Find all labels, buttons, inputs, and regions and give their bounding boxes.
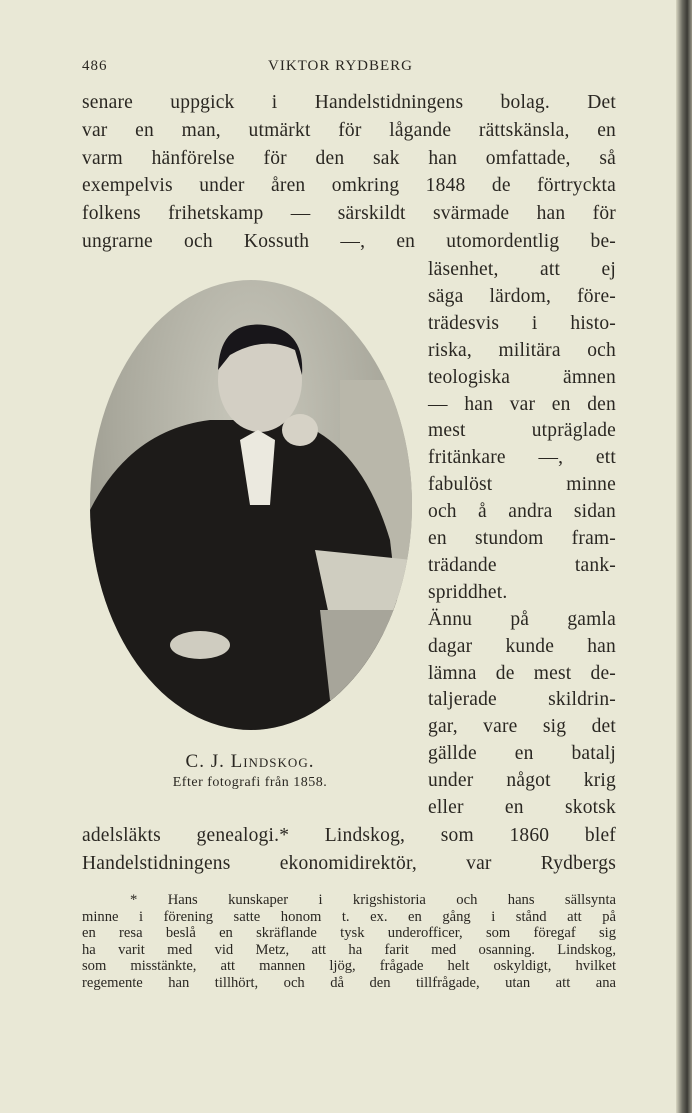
text-line: teologiska ämnen [428, 366, 616, 388]
text-line: lämna de mest de- [428, 662, 616, 684]
footnote-line: minne i förening satte honom t. ex. en gång i stånd att på [82, 908, 616, 925]
page-binding-edge [676, 0, 692, 1113]
text-line: exempelvis under åren omkring 1848 de förtryckta [82, 175, 616, 197]
text-line: fabulöst minne [428, 474, 616, 496]
footnote-line: regemente han tillhört, och då den tillfrågade, utan att ana [82, 975, 616, 991]
text-line: taljerade skildrin- [428, 689, 616, 711]
text-line: trädesvis i histo- [428, 312, 616, 334]
footnote-line: som misstänkte, att mannen ljög, frågade helt oskyldigt, hvilket [82, 958, 616, 975]
text-line: — han var en den [428, 393, 616, 415]
footnote-line: ha varit med vid Metz, att ha farit med osanning. Lindskog, [82, 941, 616, 958]
portrait-caption-name: C. J. Lindskog. [185, 751, 315, 772]
text-line: mest utpräglade [428, 420, 616, 442]
text-line: folkens frihetskamp — särskildt svärmade han för [82, 203, 616, 225]
text-line: läsenhet, att ej [428, 259, 616, 280]
text-line: Ännu på gamla [428, 608, 616, 630]
text-line: riska, militära och [428, 339, 616, 361]
text-line: adelsläkts genealogi.* Lindskog, som 1860 blef [82, 825, 616, 846]
text-line: ungrarne och Kossuth —, en utomordentlig be- [82, 231, 616, 252]
text-line: en stundom fram- [428, 528, 616, 549]
footnote-line: * Hans kunskaper i krigshistoria och hans sällsynta [130, 892, 616, 908]
page-number: 486 [82, 58, 108, 74]
text-line: och å andra sidan [428, 501, 616, 523]
running-title: VIKTOR RYDBERG [268, 58, 413, 74]
portrait-photo [90, 280, 412, 730]
text-line: fritänkare —, ett [428, 447, 616, 469]
text-line: Handelstidningens ekonomidirektör, var Rydbergs [82, 852, 616, 874]
text-line: trädande tank- [428, 554, 616, 576]
text-line: säga lärdom, före- [428, 285, 616, 307]
text-line: varm hänförelse för den sak han omfattade, så [82, 147, 616, 169]
text-line: senare uppgick i Handelstidningens bolag. Det [82, 92, 616, 113]
text-line: dagar kunde han [428, 635, 616, 657]
footnote-line: en resa beslå en skräflande tysk underofficer, som föregaf sig [82, 925, 616, 942]
text-line: var en man, utmärkt för lågande rättskänsla, en [82, 119, 616, 141]
portrait-caption-source: Efter fotografi från 1858. [172, 775, 328, 790]
text-line: eller en skotsk [428, 797, 616, 818]
text-line: under något krig [428, 770, 616, 792]
text-line: gällde en batalj [428, 743, 616, 765]
text-line: gar, vare sig det [428, 716, 616, 738]
text-line: spriddhet. [428, 581, 508, 603]
